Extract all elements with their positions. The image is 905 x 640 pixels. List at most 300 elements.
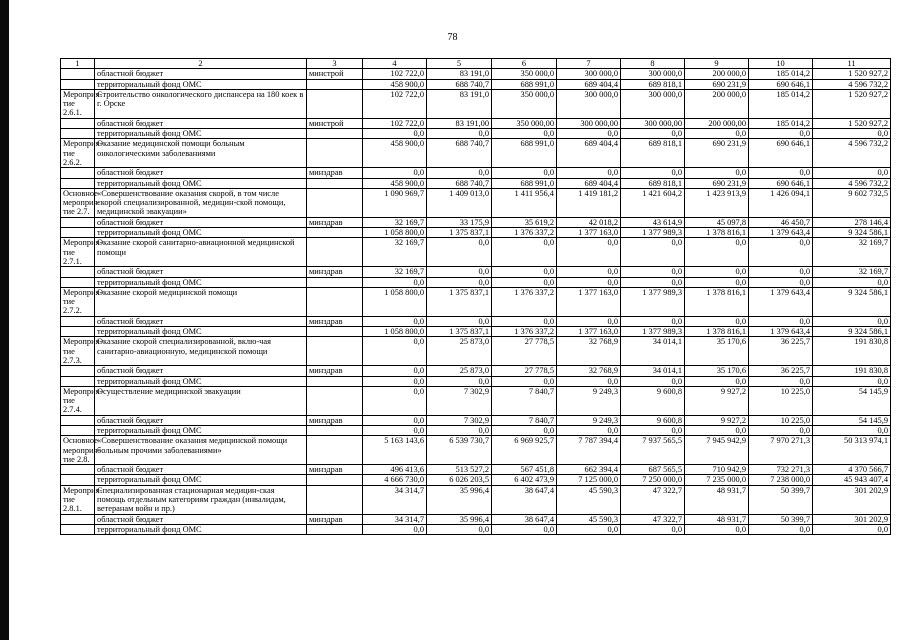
year-value-cell: 0,0	[749, 238, 813, 267]
activity-name-cell: территориальный фонд ОМС	[95, 475, 307, 485]
year-value-cell: 50 399,7	[749, 485, 813, 514]
total-value-cell: 0,0	[813, 376, 891, 386]
activity-code-cell: Основное мероприя-тие 2.8.	[61, 436, 95, 465]
year-value-cell: 0,0	[621, 168, 685, 178]
activity-name-cell: областной бюджет	[95, 316, 307, 326]
total-value-cell: 9 324 586,1	[813, 228, 891, 238]
activity-code-cell	[61, 168, 95, 178]
total-value-cell: 1 520 927,2	[813, 89, 891, 118]
year-value-cell: 1 409 013,0	[427, 188, 492, 217]
executor-cell	[307, 238, 363, 267]
year-value-cell: 1 377 163,0	[557, 287, 621, 316]
activity-code-cell: Мероприя-тие 2.7.2.	[61, 287, 95, 316]
year-value-cell: 1 375 837,1	[427, 228, 492, 238]
activity-code-cell: Основное мероприя-тие 2.7.	[61, 188, 95, 217]
table-row	[61, 386, 891, 415]
total-value-cell: 301 202,9	[813, 485, 891, 514]
activity-name-cell: территориальный фонд ОМС	[95, 228, 307, 238]
year-value-cell: 690 231,9	[685, 178, 749, 188]
activity-name-cell: территориальный фонд ОМС	[95, 178, 307, 188]
table-row	[61, 228, 891, 238]
year-value-cell: 10 225,0	[749, 415, 813, 425]
activity-code-cell	[61, 425, 95, 435]
activity-name-cell: территориальный фонд ОМС	[95, 327, 307, 337]
activity-code-cell	[61, 415, 95, 425]
activity-code-cell	[61, 217, 95, 227]
total-value-cell: 0,0	[813, 168, 891, 178]
year-value-cell: 5 163 143,6	[363, 436, 427, 465]
year-value-cell: 0,0	[557, 316, 621, 326]
total-value-cell: 0,0	[813, 316, 891, 326]
year-value-cell: 0,0	[557, 168, 621, 178]
year-value-cell: 689 404,4	[557, 139, 621, 168]
activity-name-cell: территориальный фонд ОМС	[95, 376, 307, 386]
year-value-cell: 185 014,2	[749, 89, 813, 118]
year-value-cell: 1 377 989,3	[621, 228, 685, 238]
year-value-cell: 0,0	[492, 129, 557, 139]
year-value-cell: 36 225,7	[749, 366, 813, 376]
executor-cell: минздрав	[307, 514, 363, 524]
executor-cell	[307, 436, 363, 465]
year-value-cell: 7 787 394,4	[557, 436, 621, 465]
year-value-cell: 0,0	[557, 277, 621, 287]
table-row	[61, 485, 891, 514]
year-value-cell: 1 411 956,4	[492, 188, 557, 217]
year-value-cell: 300 000,0	[557, 69, 621, 79]
year-value-cell: 0,0	[557, 524, 621, 534]
year-value-cell: 689 404,4	[557, 79, 621, 89]
activity-name-cell: областной бюджет	[95, 267, 307, 277]
activity-name-cell: областной бюджет	[95, 415, 307, 425]
year-value-cell: 690 231,9	[685, 79, 749, 89]
activity-code-cell	[61, 79, 95, 89]
year-value-cell: 690 646,1	[749, 178, 813, 188]
year-value-cell: 458 900,0	[363, 139, 427, 168]
year-value-cell: 300 000,0	[557, 89, 621, 118]
executor-cell	[307, 337, 363, 366]
year-value-cell: 35 170,6	[685, 337, 749, 366]
year-value-cell: 0,0	[685, 425, 749, 435]
activity-code-cell	[61, 366, 95, 376]
table-header	[61, 59, 891, 69]
table-row	[61, 415, 891, 425]
year-value-cell: 689 818,1	[621, 178, 685, 188]
year-value-cell: 300 000,0	[621, 89, 685, 118]
year-value-cell: 38 647,4	[492, 485, 557, 514]
year-value-cell: 32 768,9	[557, 337, 621, 366]
year-value-cell: 350 000,00	[492, 118, 557, 128]
year-value-cell: 25 873,0	[427, 337, 492, 366]
executor-cell: минздрав	[307, 465, 363, 475]
year-value-cell: 0,0	[749, 129, 813, 139]
year-value-cell: 0,0	[685, 168, 749, 178]
year-value-cell: 1 377 989,3	[621, 287, 685, 316]
year-value-cell: 688 991,0	[492, 139, 557, 168]
column-header: 2	[95, 59, 307, 69]
year-value-cell: 688 740,7	[427, 139, 492, 168]
budget-table	[60, 58, 891, 535]
activity-code-cell	[61, 475, 95, 485]
year-value-cell: 7 840,7	[492, 386, 557, 415]
activity-name-cell: областной бюджет	[95, 465, 307, 475]
year-value-cell: 1 419 181,2	[557, 188, 621, 217]
activity-code-cell: Мероприя-тие 2.8.1.	[61, 485, 95, 514]
activity-code-cell	[61, 267, 95, 277]
year-value-cell: 0,0	[363, 386, 427, 415]
year-value-cell: 0,0	[427, 316, 492, 326]
activity-name-cell: Строительство онкологического диспансера на 180 коек в г. Орске	[95, 89, 307, 118]
year-value-cell: 6 539 730,7	[427, 436, 492, 465]
executor-cell	[307, 277, 363, 287]
executor-cell	[307, 79, 363, 89]
activity-code-cell	[61, 465, 95, 475]
year-value-cell: 0,0	[557, 267, 621, 277]
total-value-cell: 0,0	[813, 129, 891, 139]
year-value-cell: 689 404,4	[557, 178, 621, 188]
activity-code-cell	[61, 524, 95, 534]
executor-cell	[307, 89, 363, 118]
activity-name-cell: территориальный фонд ОМС	[95, 79, 307, 89]
year-value-cell: 7 250 000,0	[621, 475, 685, 485]
year-value-cell: 1 376 337,2	[492, 287, 557, 316]
executor-cell	[307, 178, 363, 188]
total-value-cell: 191 830,8	[813, 337, 891, 366]
activity-name-cell: Оказание медицинской помощи больным онкологическими заболеваниями	[95, 139, 307, 168]
table-row	[61, 238, 891, 267]
table-row	[61, 118, 891, 128]
table-row	[61, 366, 891, 376]
year-value-cell: 350 000,0	[492, 89, 557, 118]
column-header: 5	[427, 59, 492, 69]
year-value-cell: 0,0	[363, 366, 427, 376]
year-value-cell: 43 614,9	[621, 217, 685, 227]
year-value-cell: 0,0	[492, 376, 557, 386]
executor-cell	[307, 475, 363, 485]
year-value-cell: 0,0	[749, 524, 813, 534]
year-value-cell: 350 000,0	[492, 69, 557, 79]
year-value-cell: 6 026 203,5	[427, 475, 492, 485]
executor-cell	[307, 485, 363, 514]
column-header: 6	[492, 59, 557, 69]
total-value-cell: 32 169,7	[813, 238, 891, 267]
year-value-cell: 0,0	[427, 129, 492, 139]
total-value-cell: 4 370 566,7	[813, 465, 891, 475]
total-value-cell: 4 596 732,2	[813, 139, 891, 168]
year-value-cell: 0,0	[427, 238, 492, 267]
table-row	[61, 316, 891, 326]
year-value-cell: 1 421 604,2	[621, 188, 685, 217]
year-value-cell: 689 818,1	[621, 139, 685, 168]
activity-name-cell: Осуществление медицинской эвакуации	[95, 386, 307, 415]
year-value-cell: 32 768,9	[557, 366, 621, 376]
activity-name-cell: «Совершенствование оказания медицинской помощи больным прочими заболеваниями»	[95, 436, 307, 465]
year-value-cell: 27 778,5	[492, 366, 557, 376]
activity-code-cell: Мероприя-тие 2.7.4.	[61, 386, 95, 415]
activity-code-cell	[61, 228, 95, 238]
table-body	[61, 69, 891, 535]
activity-name-cell: Оказание скорой медицинской помощи	[95, 287, 307, 316]
year-value-cell: 662 394,4	[557, 465, 621, 475]
activity-code-cell	[61, 118, 95, 128]
column-header: 3	[307, 59, 363, 69]
year-value-cell: 32 169,7	[363, 267, 427, 277]
activity-name-cell: областной бюджет	[95, 514, 307, 524]
year-value-cell: 1 375 837,1	[427, 327, 492, 337]
table-row	[61, 129, 891, 139]
year-value-cell: 0,0	[685, 524, 749, 534]
year-value-cell: 200 000,00	[685, 118, 749, 128]
year-value-cell: 0,0	[492, 316, 557, 326]
year-value-cell: 0,0	[492, 238, 557, 267]
year-value-cell: 6 402 473,9	[492, 475, 557, 485]
table-row	[61, 89, 891, 118]
year-value-cell: 45 590,3	[557, 514, 621, 524]
year-value-cell: 0,0	[685, 267, 749, 277]
table-row	[61, 514, 891, 524]
year-value-cell: 300 000,00	[557, 118, 621, 128]
total-value-cell: 0,0	[813, 524, 891, 534]
activity-code-cell	[61, 178, 95, 188]
year-value-cell: 0,0	[363, 129, 427, 139]
year-value-cell: 0,0	[427, 267, 492, 277]
activity-name-cell: Оказание скорой специализированной, вклю-чая санитарно-авиационную, медицинской помощи	[95, 337, 307, 366]
total-value-cell: 278 146,4	[813, 217, 891, 227]
year-value-cell: 0,0	[749, 267, 813, 277]
table-row	[61, 376, 891, 386]
column-header: 8	[621, 59, 685, 69]
year-value-cell: 200 000,0	[685, 89, 749, 118]
total-value-cell: 4 596 732,2	[813, 79, 891, 89]
activity-code-cell	[61, 327, 95, 337]
year-value-cell: 35 996,4	[427, 514, 492, 524]
year-value-cell: 1 058 800,0	[363, 287, 427, 316]
year-value-cell: 0,0	[557, 376, 621, 386]
year-value-cell: 513 527,2	[427, 465, 492, 475]
year-value-cell: 45 590,3	[557, 485, 621, 514]
year-value-cell: 0,0	[685, 316, 749, 326]
year-value-cell: 34 314,7	[363, 485, 427, 514]
year-value-cell: 1 058 800,0	[363, 327, 427, 337]
table-row	[61, 188, 891, 217]
year-value-cell: 0,0	[749, 168, 813, 178]
year-value-cell: 48 931,7	[685, 514, 749, 524]
table-row	[61, 327, 891, 337]
scan-border	[0, 0, 9, 640]
total-value-cell: 0,0	[813, 425, 891, 435]
year-value-cell: 0,0	[492, 267, 557, 277]
total-value-cell: 1 520 927,2	[813, 69, 891, 79]
table-row	[61, 277, 891, 287]
year-value-cell: 0,0	[363, 524, 427, 534]
year-value-cell: 567 451,8	[492, 465, 557, 475]
year-value-cell: 32 169,7	[363, 238, 427, 267]
year-value-cell: 7 937 565,5	[621, 436, 685, 465]
table-row	[61, 337, 891, 366]
year-value-cell: 1 378 816,1	[685, 327, 749, 337]
year-value-cell: 83 191,0	[427, 69, 492, 79]
year-value-cell: 7 235 000,0	[685, 475, 749, 485]
year-value-cell: 34 014,1	[621, 337, 685, 366]
year-value-cell: 0,0	[621, 524, 685, 534]
year-value-cell: 0,0	[621, 277, 685, 287]
year-value-cell: 0,0	[363, 376, 427, 386]
year-value-cell: 0,0	[749, 316, 813, 326]
year-value-cell: 6 969 925,7	[492, 436, 557, 465]
executor-cell: минздрав	[307, 415, 363, 425]
year-value-cell: 7 945 942,9	[685, 436, 749, 465]
activity-name-cell: территориальный фонд ОМС	[95, 129, 307, 139]
table-row	[61, 69, 891, 79]
executor-cell	[307, 287, 363, 316]
table-row	[61, 524, 891, 534]
table-row	[61, 475, 891, 485]
year-value-cell: 0,0	[492, 277, 557, 287]
year-value-cell: 50 399,7	[749, 514, 813, 524]
year-value-cell: 0,0	[621, 129, 685, 139]
activity-name-cell: областной бюджет	[95, 366, 307, 376]
year-value-cell: 0,0	[685, 277, 749, 287]
activity-code-cell	[61, 514, 95, 524]
year-value-cell: 35 170,6	[685, 366, 749, 376]
table-row	[61, 436, 891, 465]
year-value-cell: 9 927,2	[685, 386, 749, 415]
total-value-cell: 191 830,8	[813, 366, 891, 376]
executor-cell: минстрой	[307, 69, 363, 79]
year-value-cell: 0,0	[492, 524, 557, 534]
year-value-cell: 200 000,0	[685, 69, 749, 79]
activity-name-cell: областной бюджет	[95, 217, 307, 227]
total-value-cell: 0,0	[813, 277, 891, 287]
year-value-cell: 0,0	[363, 168, 427, 178]
year-value-cell: 0,0	[363, 277, 427, 287]
year-value-cell: 0,0	[427, 277, 492, 287]
activity-name-cell: Специализированная стационарная медицин-ская помощь отдельным категориям граждан (инвалидам, ветеранам войн и пр.)	[95, 485, 307, 514]
year-value-cell: 0,0	[363, 415, 427, 425]
year-value-cell: 25 873,0	[427, 366, 492, 376]
year-value-cell: 32 169,7	[363, 217, 427, 227]
activity-name-cell: областной бюджет	[95, 168, 307, 178]
activity-name-cell: территориальный фонд ОМС	[95, 524, 307, 534]
year-value-cell: 0,0	[749, 425, 813, 435]
activity-name-cell: территориальный фонд ОМС	[95, 425, 307, 435]
table-row	[61, 178, 891, 188]
executor-cell: минздрав	[307, 168, 363, 178]
year-value-cell: 4 666 730,0	[363, 475, 427, 485]
column-header: 11	[813, 59, 891, 69]
executor-cell	[307, 129, 363, 139]
year-value-cell: 300 000,00	[621, 118, 685, 128]
activity-code-cell	[61, 69, 95, 79]
year-value-cell: 0,0	[363, 425, 427, 435]
year-value-cell: 46 450,7	[749, 217, 813, 227]
year-value-cell: 0,0	[427, 524, 492, 534]
activity-code-cell: Мероприя-тие 2.7.1.	[61, 238, 95, 267]
page-number: 78	[447, 32, 458, 43]
year-value-cell: 1 377 163,0	[557, 228, 621, 238]
table-row	[61, 168, 891, 178]
header-row	[61, 59, 891, 69]
total-value-cell: 50 313 974,1	[813, 436, 891, 465]
year-value-cell: 102 722,0	[363, 118, 427, 128]
year-value-cell: 688 991,0	[492, 178, 557, 188]
table-row	[61, 425, 891, 435]
year-value-cell: 300 000,0	[621, 69, 685, 79]
year-value-cell: 102 722,0	[363, 89, 427, 118]
year-value-cell: 45 097,8	[685, 217, 749, 227]
year-value-cell: 458 900,0	[363, 178, 427, 188]
activity-code-cell	[61, 129, 95, 139]
year-value-cell: 1 423 913,9	[685, 188, 749, 217]
table-row	[61, 267, 891, 277]
year-value-cell: 0,0	[427, 376, 492, 386]
year-value-cell: 0,0	[685, 129, 749, 139]
activity-code-cell	[61, 376, 95, 386]
column-header: 9	[685, 59, 749, 69]
executor-cell: минздрав	[307, 366, 363, 376]
year-value-cell: 458 900,0	[363, 79, 427, 89]
activity-code-cell	[61, 277, 95, 287]
year-value-cell: 1 378 816,1	[685, 228, 749, 238]
year-value-cell: 33 175,9	[427, 217, 492, 227]
total-value-cell: 9 324 586,1	[813, 327, 891, 337]
year-value-cell: 1 377 989,3	[621, 327, 685, 337]
year-value-cell: 1 058 800,0	[363, 228, 427, 238]
year-value-cell: 185 014,2	[749, 118, 813, 128]
year-value-cell: 36 225,7	[749, 337, 813, 366]
year-value-cell: 9 600,8	[621, 386, 685, 415]
year-value-cell: 0,0	[492, 425, 557, 435]
year-value-cell: 48 931,7	[685, 485, 749, 514]
year-value-cell: 0,0	[621, 267, 685, 277]
year-value-cell: 9 927,2	[685, 415, 749, 425]
year-value-cell: 0,0	[621, 238, 685, 267]
year-value-cell: 1 377 163,0	[557, 327, 621, 337]
year-value-cell: 0,0	[685, 376, 749, 386]
executor-cell: минздрав	[307, 217, 363, 227]
year-value-cell: 35 996,4	[427, 485, 492, 514]
activity-name-cell: Оказание скорой санитарно-авиационной медицинской помощи	[95, 238, 307, 267]
year-value-cell: 27 778,5	[492, 337, 557, 366]
executor-cell	[307, 139, 363, 168]
table-row	[61, 139, 891, 168]
year-value-cell: 690 646,1	[749, 139, 813, 168]
year-value-cell: 0,0	[557, 129, 621, 139]
total-value-cell: 32 169,7	[813, 267, 891, 277]
year-value-cell: 1 090 969,7	[363, 188, 427, 217]
year-value-cell: 0,0	[749, 277, 813, 287]
year-value-cell: 0,0	[621, 376, 685, 386]
year-value-cell: 7 125 000,0	[557, 475, 621, 485]
year-value-cell: 83 191,00	[427, 118, 492, 128]
year-value-cell: 1 376 337,2	[492, 327, 557, 337]
year-value-cell: 710 942,9	[685, 465, 749, 475]
year-value-cell: 7 302,9	[427, 415, 492, 425]
year-value-cell: 7 840,7	[492, 415, 557, 425]
year-value-cell: 0,0	[557, 425, 621, 435]
year-value-cell: 34 014,1	[621, 366, 685, 376]
year-value-cell: 7 970 271,3	[749, 436, 813, 465]
year-value-cell: 1 379 643,4	[749, 228, 813, 238]
year-value-cell: 0,0	[427, 425, 492, 435]
year-value-cell: 0,0	[685, 238, 749, 267]
activity-code-cell: Мероприя-тие 2.7.3.	[61, 337, 95, 366]
column-header: 4	[363, 59, 427, 69]
year-value-cell: 9 249,3	[557, 386, 621, 415]
column-header: 1	[61, 59, 95, 69]
year-value-cell: 688 740,7	[427, 178, 492, 188]
executor-cell: минстрой	[307, 118, 363, 128]
executor-cell	[307, 386, 363, 415]
